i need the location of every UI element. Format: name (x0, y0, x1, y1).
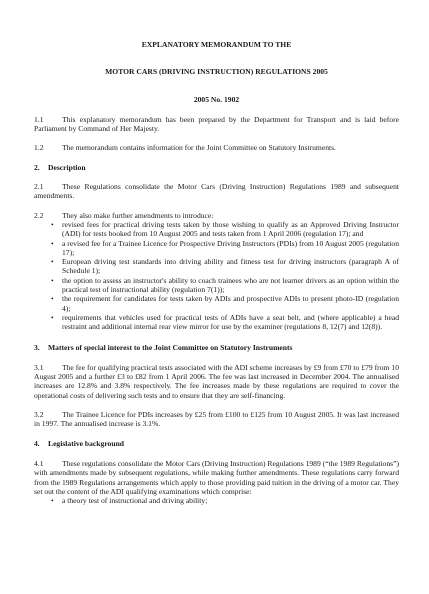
section-title: Matters of special interest to the Joint Committee on Statutory Instruments (48, 342, 293, 352)
paragraph-text: The fee for qualifying practical tests associated with the ADI scheme increases by £9 from £70 to £79 from 10 August 2005 and a further £3 to £82 from 1 April 2006. The fee was last increased in December 2004. The annualised increases are 12.8% and 3.8% respectively. The fee increases made by these regulations are required to cover the operational costs of delivering such tests and to ensure that they are self-financing. (34, 362, 399, 400)
paragraph-2-1 (34, 182, 399, 201)
qualifying-exams-list (34, 496, 399, 505)
bullet-icon: • (51, 294, 54, 304)
regulations-title: MOTOR CARS (DRIVING INSTRUCTION) REGULATIONS 2005 (105, 67, 328, 77)
paragraph-number: 4.1 (34, 458, 44, 468)
paragraph-number: 3.2 (34, 410, 44, 420)
paragraph-1-1 (34, 115, 399, 134)
memo-title: EXPLANATORY MEMORANDUM TO THE (141, 40, 292, 49)
paragraph-number: 3.1 (34, 362, 44, 372)
paragraph-text: These regulations consolidate the Motor Cars (Driving Instruction) Regulations 1989 (“the 1989 Regulations”) with amendments made by subsequent regulations, while making further amendments. These regulations carry forward from the 1989 Regulations arrangements which apply to those providing paid tuition in the driving of a motor car. They set out the content of the ADI qualifying examinations which comprise: (34, 458, 400, 496)
bullet-icon: • (51, 219, 54, 229)
list-item: • European driving test standards into driving ability and fitness test for driving instructors (paragraph A of Schedule 1); (51, 257, 399, 276)
section-title: Description (48, 162, 86, 172)
section-heading-matters (34, 343, 399, 352)
paragraph-text: They also make further amendments to introduce: (62, 210, 214, 220)
paragraph-3-2 (34, 410, 399, 429)
list-item: • requirements that vehicles used for practical tests of ADIs have a seat belt, and (where applicable) a head restraint and additional internal rear view mirror for use by the examiner (regulations 8, 12(7) and 12(8)). (51, 312, 399, 332)
section-title: Legislative background (48, 438, 125, 448)
bullet-icon: • (51, 257, 54, 267)
paragraph-number: 2.1 (34, 182, 44, 192)
list-item: • a theory test of instructional and driving ability; (51, 496, 208, 506)
section-number: 3. (34, 342, 40, 352)
paragraph-text: The memorandum contains information for the Joint Committee on Statutory Instruments. (62, 143, 336, 153)
paragraph-3-1 (34, 363, 399, 400)
paragraph-number: 2.2 (34, 210, 44, 220)
list-item: • the option to assess an instructor's ability to coach trainees who are not learner drivers as an option within the practical test of instructional ability (regulation 7(1)); (51, 275, 399, 295)
paragraph-text: The Trainee Licence for PDIs increases by £25 from £100 to £125 from 10 August 2005. It was last increased in 1997. The annualised increase is 3.1%. (34, 410, 399, 429)
bullet-icon: • (51, 238, 54, 248)
paragraph-text: These Regulations consolidate the Motor Cars (Driving Instruction) Regulations 1989 and subsequent amendments. (34, 182, 399, 201)
section-number: 2. (34, 162, 40, 172)
section-heading-legislative (34, 439, 399, 448)
list-item: • a revised fee for a Trainee Licence for Prospective Driving Instructors (PDIs) from 10 August 2005 (regulation 17); (51, 238, 399, 257)
bullet-icon: • (51, 312, 54, 322)
section-number: 4. (34, 438, 40, 448)
paragraph-4-1 (34, 459, 399, 496)
paragraph-number: 1.2 (34, 143, 44, 153)
amendments-list (34, 220, 399, 332)
list-item: • revised fees for practical driving tests taken by those wishing to qualify as an Approved Driving Instructor (ADI) for tests booked from 10 August 2005 and tests taken from 1 April 2006 (regulation 17); and (51, 219, 399, 239)
si-number: 2005 No. 1902 (193, 94, 240, 104)
paragraph-1-2 (34, 143, 399, 152)
bullet-icon: • (51, 496, 54, 506)
paragraph-text: This explanatory memorandum has been prepared by the Department for Transport and is laid before Parliament by Command of Her Majesty. (34, 114, 399, 134)
bullet-icon: • (51, 275, 54, 285)
paragraph-number: 1.1 (34, 114, 44, 124)
section-heading-description (34, 163, 399, 172)
paragraph-2-2 (34, 211, 399, 220)
list-item: • the requirement for candidates for tests taken by ADIs and prospective ADIs to present photo-ID (regulation 4); (51, 294, 399, 313)
